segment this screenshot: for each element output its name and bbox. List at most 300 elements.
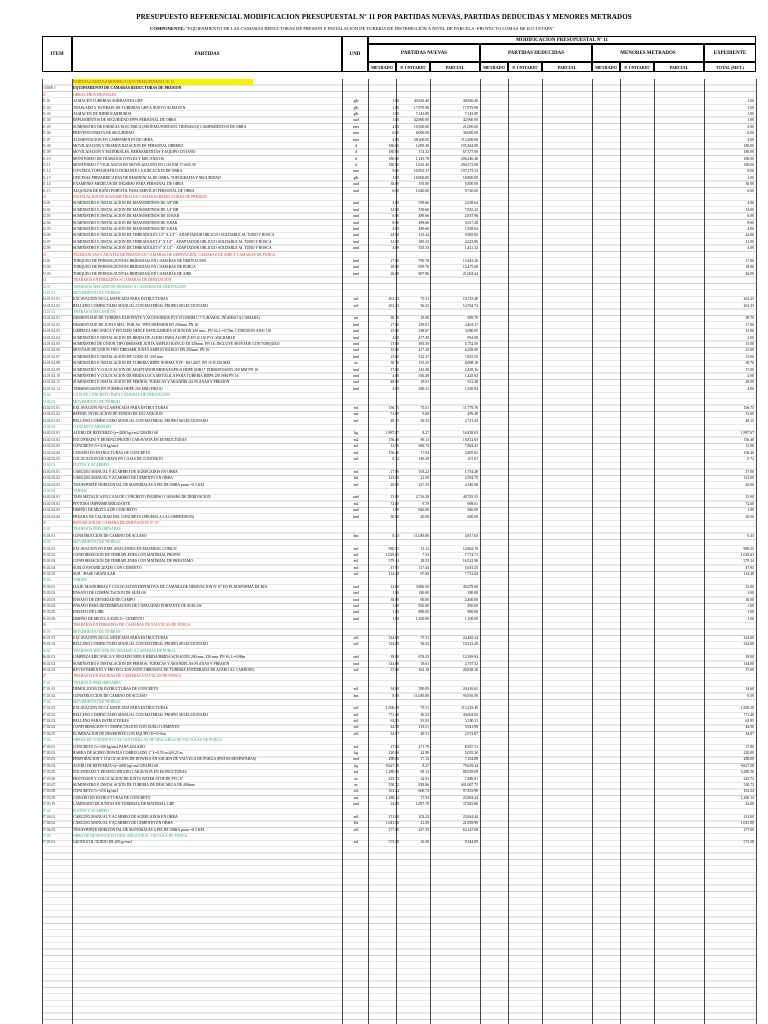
item-metrado: 38.70: [390, 316, 399, 321]
item-description: RELLENO COMPACTADO MANUAL CON MATERIAL PROPIO SELECCIONADO: [73, 712, 209, 717]
item-metrado: 156.40: [388, 450, 399, 455]
item-unit: m3: [353, 559, 359, 564]
item-total-metrado: 123.00: [743, 476, 754, 481]
item-parcial: 4,546.98: [464, 482, 478, 487]
item-total-metrado: 261.23: [743, 303, 754, 308]
item-unit: m2: [353, 840, 359, 845]
item-total-metrado: 1.00: [747, 610, 754, 615]
item-unit-price: 21.09: [420, 476, 429, 481]
item-unit: m2: [353, 795, 359, 800]
item-parcial: 9,965.82: [464, 233, 478, 238]
item-description: VARIOS: [73, 578, 87, 583]
item-unit-price: 850.00: [418, 604, 429, 609]
item-parcial: 113,219.49: [461, 706, 478, 711]
item-unit: und: [353, 201, 359, 206]
item-code: 07.05: [42, 834, 51, 839]
item-total-metrado: 57.60: [745, 667, 754, 672]
item-parcial: 20,416.62: [462, 687, 478, 692]
item-description: EXCAVACION NO CLASIFICADA PARA ESTRUCTURAS: [73, 405, 168, 410]
item-unit-price: 489.66: [418, 214, 429, 219]
item-unit-price: 471.79: [418, 744, 429, 749]
item-metrado: 34.97: [390, 731, 399, 736]
item-total-metrado: 1,506.58: [740, 706, 754, 711]
item-metrado: 20.00: [390, 482, 399, 487]
item-total-metrado: 4.00: [747, 226, 754, 231]
item-description: EXCAVACION NO CLASIFICADA PARA ESTRUCTURAS: [73, 297, 168, 302]
item-unit: kg: [354, 763, 358, 768]
item-metrado: 1.00: [392, 508, 399, 513]
item-metrado: 579.14: [388, 559, 399, 564]
item-unit: m3: [353, 405, 359, 410]
item-description: IZAJE, MANIOBRAS Y COLOCACION DEFINITIVA DE CAMARA DE DERIVACION Nº 07 EN PLATAFORMA DE RIA: [73, 584, 268, 589]
item-metrado: 575.58: [388, 840, 399, 845]
item-total-metrado: 288.00: [743, 757, 754, 762]
item-description: PINTURA IMPERMEABILIZANTE: [73, 501, 131, 506]
item-unit-price: 1,145.78: [415, 156, 429, 161]
item-description: SUMINISTRO E INSTALACION DE BRIDA DE ACERO PARA ACOPLE EN Ø 110 PVC SOLDABLE: [73, 335, 236, 340]
item-code: 01.08: [42, 143, 51, 148]
item-unit: m3: [353, 546, 359, 551]
item-unit-price: 1,100.00: [415, 616, 429, 621]
item-code: 07.03.09: [42, 795, 56, 800]
item-metrado: 1,029.63: [385, 552, 399, 557]
item-parcial: 180.00: [467, 591, 478, 596]
item-description: SUMINISTRO E INSTALACION DE PERNOS, TUERCAS Y ARANDELAS PLANAS Y PRESION: [73, 380, 230, 385]
item-code: 01.01: [42, 99, 51, 104]
item-unit: m3: [353, 444, 359, 449]
item-description: CONFORMACION DE TERRAPLENES CON MATERIAL PROPIO: [73, 552, 181, 557]
item-code: 07.04: [42, 808, 51, 813]
item-total-metrado: 44.50: [745, 725, 754, 730]
item-total-metrado: 1,029.63: [740, 552, 754, 557]
item-unit: m3: [353, 814, 359, 819]
item-unit-price: 7,143.89: [415, 111, 429, 116]
item-total-metrado: 1.00: [747, 111, 754, 116]
item-metrado: 17.00: [390, 469, 399, 474]
item-description: CARGUIO MANUAL Y ACARREO DE AGREGADOS EN OBRA: [73, 469, 178, 474]
item-unit-price: 103.22: [418, 469, 429, 474]
item-unit: und: [353, 495, 359, 500]
item-code: 02: [42, 195, 46, 200]
item-code: 06.02.01: [42, 655, 56, 660]
item-metrado: 1.00: [392, 111, 399, 116]
item-unit: m2: [353, 450, 359, 455]
item-parcial: 9,344.80: [464, 840, 478, 845]
item-parcial: 19,725.48: [462, 297, 478, 302]
item-total-metrado: 277.00: [743, 827, 754, 832]
item-total-metrado: 156.40: [743, 437, 754, 442]
item-unit: und: [353, 226, 359, 231]
item-unit-price: 859.76: [418, 265, 429, 270]
item-code: 06.02.03: [42, 667, 56, 672]
item-code: 07.04.03: [42, 827, 56, 832]
item-code: COMP. I: [42, 86, 56, 91]
item-code: 07.02.05: [42, 731, 56, 736]
item-parcial: 5,180.11: [464, 719, 478, 724]
item-unit-price: 9.68: [422, 412, 429, 417]
item-description: ALMACEN TUBERIAS SOBRANTES GRP: [73, 99, 143, 104]
item-code: 04.01.02.08: [42, 361, 61, 366]
item-parcial: 4,817.63: [464, 533, 478, 538]
item-unit: kg: [354, 751, 358, 756]
item-unit-price: 7.54: [422, 552, 429, 557]
item-code: 04.02.02.04: [42, 450, 61, 455]
item-description: TORQUEO DE PERNOS (JUNTAS BRIDADAS) EN CAMARAS DE DERIVACION: [73, 258, 207, 263]
item-unit: und: [353, 508, 359, 513]
item-description: CONCRETO ARMADO: [73, 425, 112, 430]
item-total-metrado: 261.23: [743, 297, 754, 302]
item-metrado: 1,987.67: [385, 431, 399, 436]
item-metrado: 4.00: [392, 246, 399, 251]
item-description: ALIMENTACION EN CAMPAMENTO DE OBRA: [73, 137, 153, 142]
item-code: 05.03.04: [42, 604, 56, 609]
item-unit-price: 13.12: [420, 546, 429, 551]
item-unit: mes: [352, 131, 360, 136]
item-total-metrado: 17.00: [745, 469, 754, 474]
item-unit: und: [353, 354, 359, 359]
item-unit: und: [353, 265, 359, 270]
item-total-metrado: 114.48: [743, 572, 754, 577]
item-code: 04.01.02.12: [42, 386, 61, 391]
item-description: EXCAVACION NO CLASIFICADA PARA ESTRUCTURAS: [73, 635, 168, 640]
item-code: 07.05.01: [42, 840, 56, 845]
item-total-metrado: 1,280.14: [740, 795, 754, 800]
item-description: TRABAJOS PRELIMINARES: [73, 527, 121, 532]
item-code: 07.03.02: [42, 751, 56, 756]
item-code: 05.02.04: [42, 565, 56, 570]
item-metrado: 156.40: [388, 437, 399, 442]
item-metrado: 72.00: [390, 501, 399, 506]
item-unit: und: [353, 597, 359, 602]
item-parcial: 9,720.00: [464, 188, 478, 193]
item-metrado: 1.00: [392, 610, 399, 615]
item-total-metrado: 4.00: [747, 246, 754, 251]
header-group-expediente: EXPEDIENTE: [704, 44, 756, 62]
item-description: VARIOS: [73, 489, 87, 493]
item-parcial: 5,055.30: [464, 751, 478, 756]
item-total-metrado: 15.00: [745, 354, 754, 359]
item-parcial: 16,522.86: [462, 559, 478, 564]
item-code: 05: [42, 520, 46, 525]
item-code: 04.02.02.03: [42, 444, 61, 449]
item-metrado: 15.00: [390, 354, 399, 359]
item-code: 04.02.04.03: [42, 508, 61, 513]
table-row: [42, 839, 756, 845]
item-description: OBRAS DE CONCRETO Y ALCANTARILLAS DE DESCARGA DE VALVULAS DE PURGA: [73, 738, 222, 743]
item-code: 04.02.03: [42, 463, 56, 468]
item-parcial: 699.70: [467, 316, 478, 321]
item-code: 04.01.01: [42, 290, 56, 295]
header-group-menores: MENORES METRADOS: [592, 44, 704, 62]
item-parcial: 499.49: [467, 412, 478, 417]
item-description: TORQUEO DE PERNOS (JUNTAS BRIDADAS) EN CAMARAS DE PURGA: [73, 265, 196, 270]
item-unit-price: 75.51: [420, 706, 429, 711]
item-description: CONFORMACION Y COMPACTACION CON SUELO CEMENTO: [73, 725, 180, 730]
item-unit-price: 18.08: [420, 316, 429, 321]
subheader-parcial-1: PARCIAL: [430, 62, 480, 72]
item-total-metrado: 6.00: [747, 188, 754, 193]
item-total-metrado: 0.72: [747, 457, 754, 462]
item-code: 01.06: [42, 131, 51, 136]
item-description: ALMACEN DE HIDROCARBUROS: [73, 111, 132, 116]
item-total-metrado: 24.00: [745, 233, 754, 238]
item-parcial: 197,173.33: [460, 169, 478, 174]
item-unit-price: 17.14: [420, 757, 429, 762]
item-code: 04.02.04.04: [42, 514, 61, 519]
item-description: CONCRETO f'c=210 kg/cm2: [73, 789, 119, 794]
item-parcial: 93,916.50: [462, 693, 478, 698]
item-unit-price: 606.74: [418, 789, 429, 794]
item-total-metrado: 12.00: [745, 239, 754, 244]
item-code: 04.02.02.05: [42, 457, 61, 462]
item-total-metrado: 161.24: [743, 789, 754, 794]
subheader-punitario-1: P. UNITARIO: [396, 62, 430, 72]
item-unit: m3: [353, 687, 359, 692]
item-total-metrado: 17.00: [745, 258, 754, 263]
item-metrado: 6.00: [392, 188, 399, 193]
item-description: MONITOREO DE TRABAJOS CIVILES Y MECANICOS: [73, 156, 165, 161]
item-unit: und: [353, 367, 359, 372]
item-description: MOVIMIENTO DE TIERRAS: [73, 290, 121, 295]
item-metrado: 144.00: [388, 661, 399, 666]
item-description: EXAMENES MEDICOS DE INGRESO PARA PERSONAL DE OBRA: [73, 182, 184, 187]
item-parcial: 16,438.03: [462, 431, 478, 436]
item-description: MOVIMIENTO DE TIERRAS: [73, 399, 121, 404]
item-metrado: 9,627.38: [385, 763, 399, 768]
item-description: RELLENO COMPACTADO MANUAL CON MATERIAL PROPIO SELECCIONADO: [73, 418, 209, 423]
item-parcial: 800.00: [467, 610, 478, 615]
item-unit: und: [353, 207, 359, 212]
item-total-metrado: 8.00: [747, 220, 754, 225]
item-total-metrado: 30.00: [745, 514, 754, 519]
item-description: TRABAJOS EN SALIDAS DE CAMARAS VALVULAS DE PURGA: [73, 674, 182, 679]
item-unit-price: 19.01: [420, 661, 429, 666]
item-code: 02.03: [42, 214, 51, 219]
item-code: 04.01.02.10: [42, 373, 61, 378]
item-unit: und: [353, 380, 359, 385]
item-unit-price: 1,085.36: [415, 143, 429, 148]
item-code: 05.01.01: [42, 533, 56, 538]
item-parcial: 63,147.69: [462, 827, 478, 832]
item-parcial: 43,604.05: [462, 712, 478, 717]
subheader-parcial-2: PARCIAL: [542, 62, 592, 72]
subheader-punitario-2: P. UNITARIO: [508, 62, 542, 72]
item-parcial: 3,917.28: [464, 220, 478, 225]
item-unit: glb: [353, 105, 359, 110]
item-code: 07.03.06: [42, 776, 56, 781]
item-description: CARGUIO MANUAL Y ACARREO DE AGREGADOS EN OBRA: [73, 814, 178, 819]
item-unit-price: 69.13: [420, 770, 429, 775]
item-unit: m: [354, 782, 358, 787]
item-description: EXCAVACION NO CLASIFICADA PARA ESTRUCTURAS: [73, 706, 168, 711]
item-code: 01.09: [42, 150, 51, 155]
item-unit-price: 42,960.00: [413, 118, 429, 123]
item-parcial: 441,007.75: [460, 782, 478, 787]
item-unit: m3: [353, 789, 359, 794]
item-metrado: 261.23: [388, 297, 399, 302]
item-code: 05.03.05: [42, 610, 56, 615]
item-parcial: 7,863.41: [464, 444, 478, 449]
item-parcial: 1,754.48: [464, 469, 478, 474]
item-code: 04.01.02.04: [42, 335, 61, 340]
item-parcial: 5,850.00: [464, 182, 478, 187]
subheader-parcial-3: PARCIAL: [654, 62, 704, 72]
item-description: TRABAJOS PRELIMINARES: [73, 680, 121, 685]
item-total-metrado: 6.00: [747, 131, 754, 136]
item-code: 07.03.08: [42, 789, 56, 794]
item-metrado: 8.50: [392, 693, 399, 698]
item-total-metrado: 47.95: [745, 565, 754, 570]
item-unit-price: 227.35: [418, 482, 429, 487]
item-code: 04.01.02.01: [42, 316, 61, 321]
item-unit-price: 2,716.38: [415, 495, 429, 500]
item-unit: und: [353, 348, 359, 353]
column-divider: [756, 79, 757, 1024]
item-description: TRABAJOS MECANICOS INGRESO A CAMARAS DE PURGA: [73, 648, 176, 653]
item-description: OBRA DE DESFOGUE EN DESCARGA FINAL VALVULA DE PURGA: [73, 834, 188, 839]
item-metrado: 324.00: [388, 635, 399, 640]
item-unit: m3: [353, 297, 359, 302]
item-unit-price: 32.91: [420, 776, 429, 781]
item-parcial: 7,731.04: [464, 572, 478, 577]
item-unit-price: 28,300.00: [413, 137, 429, 142]
item-total-metrado: 575.58: [743, 840, 754, 845]
item-total-metrado: 5,280.56: [740, 770, 754, 775]
item-code: 07.02.04: [42, 725, 56, 730]
item-unit: und: [353, 591, 359, 596]
item-description: TERMOFUSION EN TUBERIA HDPE 250 MM (PIEZA): [73, 386, 163, 391]
item-unit: und: [353, 610, 359, 615]
item-total-metrado: 12.96: [745, 444, 754, 449]
item-unit: d: [355, 150, 357, 155]
item-description: SUMINISTRO E INSTALACION DE THREADOLET 1/2" X 1/2" - ADAPTADOR OBLICUO SOLDABLE AL TUBO Y ROSCA: [73, 233, 275, 238]
item-description: CURADO EN ESTRUCTURAS DE CONCRETO: [73, 795, 151, 800]
item-code: 07: [42, 674, 46, 679]
item-unit-price: 103.22: [418, 814, 429, 819]
item-unit: ml: [353, 316, 358, 321]
item-description: GEOTEXTIL TEJIDO DE 200 gr/cm2: [73, 840, 133, 845]
item-unit-price: 56.52: [420, 712, 429, 717]
item-unit-price: 477.49: [418, 335, 429, 340]
item-description: ENSAYO DE LIBR: [73, 610, 104, 615]
item-code: 04.02.04.02: [42, 501, 61, 506]
item-unit: m3: [353, 706, 359, 711]
item-unit-price: 417.20: [418, 348, 429, 353]
item-parcial: 2,805.82: [464, 450, 478, 455]
item-parcial: 21,839.90: [462, 821, 478, 826]
item-unit-price: 259.01: [418, 322, 429, 327]
item-description: DISEÑO DE MEZCLA SUELO - CEMENTO: [73, 616, 144, 621]
item-code: 07.03.04: [42, 763, 56, 768]
item-total-metrado: 1,987.67: [740, 431, 754, 436]
item-metrado: 180.00: [388, 143, 399, 148]
item-unit: d: [355, 143, 357, 148]
item-total-metrado: 1.00: [747, 175, 754, 180]
item-unit: und: [353, 322, 359, 327]
item-metrado: 24.00: [390, 802, 399, 807]
item-code: 04.02.02: [42, 425, 56, 430]
item-description: BARRA DE ACERO DOWELS CORRUGADO 1" L=0.55 m @0.25 m: [73, 751, 183, 756]
item-unit: mes: [352, 137, 360, 142]
item-metrado: 26.00: [390, 271, 399, 276]
item-metrado: 9.00: [392, 169, 399, 174]
item-code: 04.02: [42, 393, 51, 398]
item-unit: m2: [353, 437, 359, 442]
item-parcial: 195,364.80: [460, 143, 478, 148]
item-total-metrado: 24.00: [745, 802, 754, 807]
item-parcial: 2,721.43: [464, 418, 478, 423]
item-unit: mes: [352, 124, 360, 129]
item-unit-price: 356.48: [418, 373, 429, 378]
item-total-metrado: 1.00: [747, 99, 754, 104]
item-unit-price: 374.32: [418, 150, 429, 155]
item-metrado: 63.93: [390, 719, 399, 724]
item-code: 05.02: [42, 540, 51, 545]
item-unit: und: [353, 233, 359, 238]
item-description: SUMINISTRO E INSTALACION DE TUBERIA HDPE NORMA NTP - ISO 4427, PN 10 Ø 250 MM: [73, 361, 230, 366]
item-code: 01: [42, 92, 46, 97]
item-unit-price: 828.86: [418, 782, 429, 787]
item-parcial: 15,475.68: [462, 265, 478, 270]
item-metrado: 1.00: [392, 99, 399, 104]
item-total-metrado: 324.00: [743, 642, 754, 647]
item-code: 04.02.02.01: [42, 431, 61, 436]
item-unit: und: [353, 386, 359, 391]
item-metrado: 180.00: [388, 163, 399, 168]
item-total-metrado: 771.48: [743, 712, 754, 717]
item-code: 01.10: [42, 156, 51, 161]
item-code: 04: [42, 278, 46, 283]
item-unit-price: 3,806.50: [415, 584, 429, 589]
item-unit-price: 75.51: [420, 297, 429, 302]
item-total-metrado: 6.00: [747, 214, 754, 219]
item-total-metrado: 4.00: [747, 386, 754, 391]
item-unit-price: 40,826.40: [413, 99, 429, 104]
item-total-metrado: 72.00: [745, 501, 754, 506]
item-metrado: 48.00: [390, 380, 399, 385]
item-code: 07.01.02: [42, 693, 56, 698]
item-metrado: 1,041.00: [385, 821, 399, 826]
item-code: 02.07: [42, 239, 51, 244]
item-parcial: 40,826.40: [462, 99, 478, 104]
item-total-metrado: 30.00: [745, 182, 754, 187]
item-unit-price: 489.66: [418, 226, 429, 231]
item-code: 04.02.03.03: [42, 482, 61, 487]
item-total-metrado: 15.00: [745, 348, 754, 353]
item-unit-price: 790.78: [418, 258, 429, 263]
item-parcial: 67,377.60: [462, 150, 478, 155]
item-unit: m3: [353, 572, 359, 577]
item-description: SUB - BASE GRANULAR: [73, 572, 116, 577]
item-unit-price: 18,800.00: [413, 175, 429, 180]
item-code: 04.01.01.02: [42, 303, 61, 308]
item-unit: m3: [353, 827, 359, 832]
item-unit-price: 49.51: [420, 731, 429, 736]
item-unit-price: 238.67: [418, 329, 429, 334]
item-metrado: 17.80: [390, 744, 399, 749]
item-description: IMPLEMENTOS DE SEGURIDAD EPPS PERSONAL DE OBRA: [73, 118, 177, 123]
item-total-metrado: 2.00: [747, 124, 754, 129]
item-total-metrado: 324.00: [743, 635, 754, 640]
item-description: PARTIDAS NUEVAS MODIFICACION PRESUPUESTAL Nº 11: [73, 79, 253, 85]
item-parcial: 698.61: [467, 501, 478, 506]
item-description: CARGUIO MANUAL Y ACARREO DE CEMENTO EN OBRA: [73, 476, 173, 481]
item-metrado: 12.00: [390, 584, 399, 589]
item-parcial: 2,594.70: [464, 476, 478, 481]
item-parcial: 12,169.94: [462, 655, 478, 660]
item-total-metrado: 225.72: [743, 776, 754, 781]
item-total-metrado: 1.00: [747, 105, 754, 110]
